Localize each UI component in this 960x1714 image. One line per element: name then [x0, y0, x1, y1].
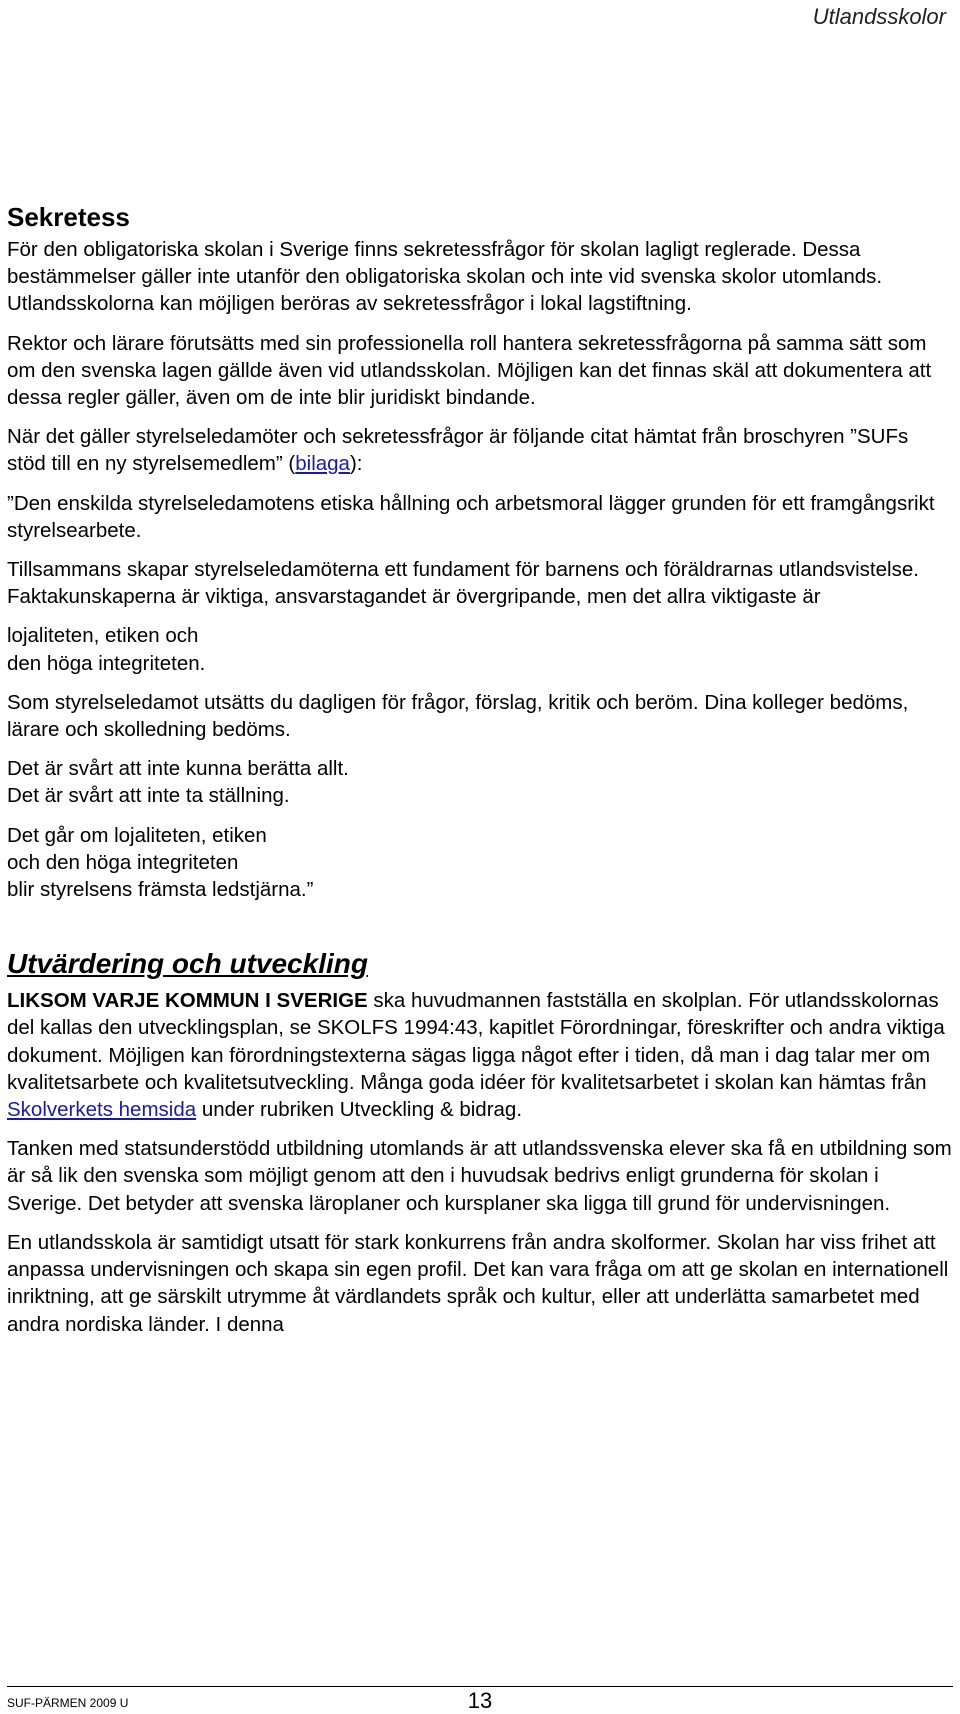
- quote-line: den höga integriteten.: [7, 651, 206, 675]
- paragraph-text: ska huvudmannen fastställa en skolplan. För utlandsskolornas del kallas den utvecklingsplan, se SKOLFS 1994:43, kapitlet Förordningar, föreskrifter och andra viktiga dokument. Möjligen kan förordningstexterna sägas ligga något efter i tiden, då man i dag talar mer om kvalitetsarbete och kvalitetsutveckling. Många goda idéer för kvalitetsarbetet i skolan kan hämtas från: [7, 989, 945, 1094]
- quote-line: Det går om lojaliteten, etiken: [7, 823, 267, 847]
- paragraph-with-link: [7, 987, 952, 1123]
- footer-publication: SUF-PÄRMEN 2009 U: [7, 1696, 129, 1710]
- heading-utvardering: Utvärdering och utveckling: [7, 948, 368, 980]
- quote-line: och den höga integriteten: [7, 850, 239, 874]
- running-header: Utlandsskolor: [812, 4, 946, 29]
- quote-paragraph: [7, 622, 952, 676]
- quote-line: Det är svårt att inte kunna berätta allt.: [7, 757, 349, 781]
- paragraph-text: När det gäller styrelseledamöter och sekretessfrågor är följande citat hämtat från broschyren ”SUFs stöd till en ny styrelsemedlem” (: [7, 425, 909, 476]
- footer-divider: [7, 1686, 953, 1687]
- skolverket-link[interactable]: Skolverkets hemsida: [7, 1098, 197, 1122]
- quote-line: lojaliteten, etiken och: [7, 624, 199, 648]
- quote-paragraph: Som styrelseledamot utsätts du dagligen för frågor, förslag, kritik och beröm. Dina kolleger bedöms, lärare och skolledning bedöms.: [7, 690, 909, 742]
- paragraph: Tanken med statsunderstödd utbildning utomlands är att utlandssvenska elever ska få en utbildning som är så lik den svenska som möjligt genom att den i huvudsak bedrivs enligt grunderna för skolan i Sverige. Det betyder att svenska läroplaner och kursplaner ska ligga till grund för undervisningen.: [7, 1137, 952, 1215]
- paragraph: För den obligatoriska skolan i Sverige finns sekretessfrågor för skolan lagligt reglerade. Dessa bestämmelser gäller inte utanför den obligatoriska skolan och inte vid svenska skolor utomlands. Utlandsskolorna kan möjligen beröras av sekretessfrågor i lokal lagstiftning.: [7, 238, 883, 316]
- paragraph-text: under rubriken Utveckling & bidrag.: [196, 1098, 523, 1122]
- quote-paragraph: [7, 822, 952, 904]
- quote-paragraph: [7, 755, 952, 809]
- quote-line: Det är svårt att inte ta ställning.: [7, 784, 290, 808]
- paragraph: Rektor och lärare förutsätts med sin professionella roll hantera sekretessfrågorna på samma sätt som om den svenska lagen gällde även vid utlandsskolan. Möjligen kan det finnas skäl att dokumentera att dessa regler gäller, även om de inte blir juridiskt bindande.: [7, 331, 932, 410]
- bilaga-link[interactable]: bilaga: [295, 452, 350, 476]
- heading-sekretess: Sekretess: [7, 202, 130, 232]
- paragraph: En utlandsskola är samtidigt utsatt för stark konkurrens från andra skolformer. Skolan har viss frihet att anpassa undervisningen och skapa sin egen profil. Det kan vara fråga om att ge skolan en internationell inriktning, att ge särskilt utrymme åt värdlandets språk och kultur, eller att underlätta samarbetet med andra nordiska länder. I denna: [7, 1230, 949, 1336]
- paragraph-with-link: [7, 423, 952, 477]
- quote-line: blir styrelsens främsta ledstjärna.”: [7, 878, 314, 902]
- quote-paragraph: ”Den enskilda styrelseledamotens etiska hållning och arbetsmoral lägger grunden för ett framgångsrikt styrelsearbete.: [7, 491, 935, 542]
- section-spacer: [7, 915, 952, 945]
- lead-in-caps: LIKSOM VARJE KOMMUN I SVERIGE: [7, 989, 368, 1013]
- paragraph-text: ):: [349, 452, 363, 476]
- page-content: [7, 200, 952, 1350]
- page-number: 13: [467, 1688, 493, 1713]
- quote-paragraph: Tillsammans skapar styrelseledamöterna ett fundament för barnens och föräldrarnas utlandsvistelse. Faktakunskaperna är viktiga, ansvarstagandet är övergripande, men det allra viktigaste är: [7, 558, 919, 609]
